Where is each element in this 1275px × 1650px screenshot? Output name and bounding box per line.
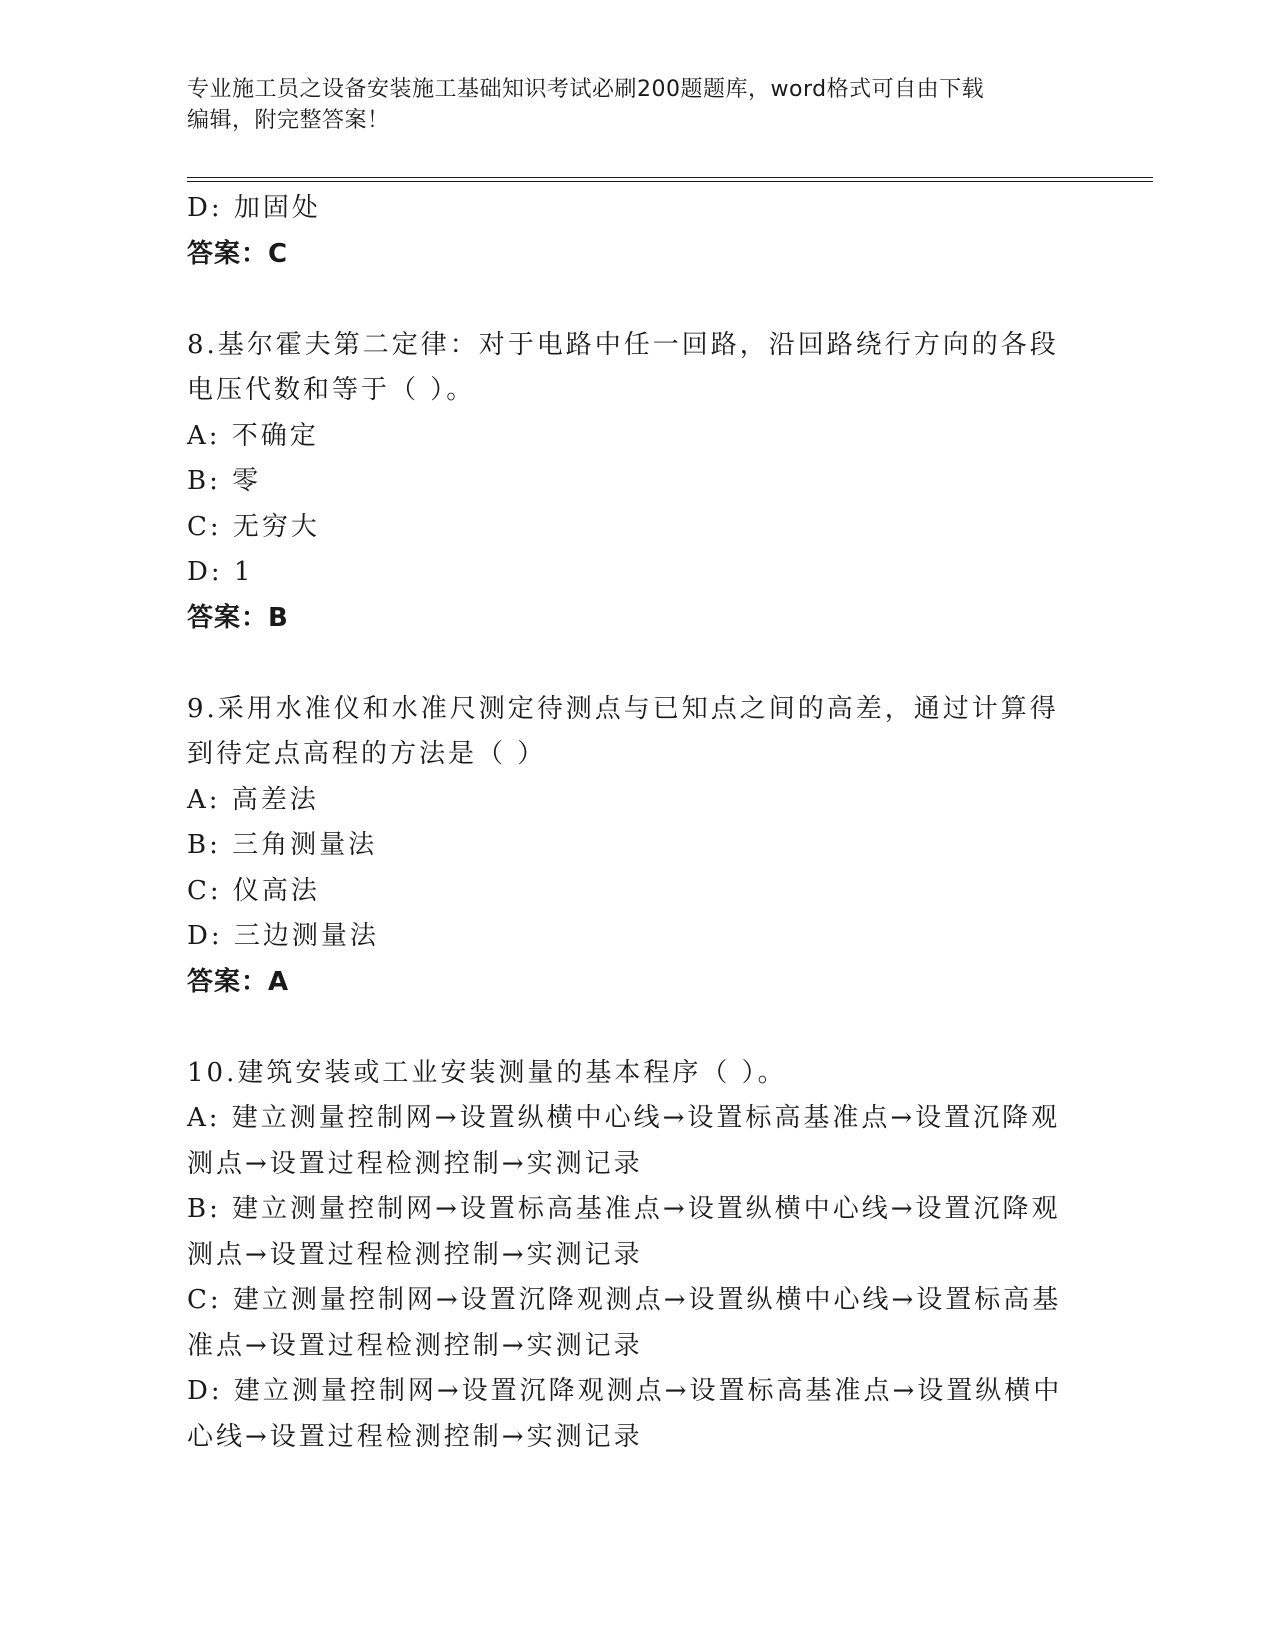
q9-stem-line-2: 到待定点高程的方法是（ ） [187,739,547,769]
q10-option-a-line-1: A: 建立测量控制网→设置纵横中心线→设置标高基准点→设置沉降观 [187,1103,1061,1133]
q8-option-c: C: 无穷大 [187,511,320,542]
q7-answer: 答案：C [187,238,289,269]
spacer [187,641,1087,687]
q9-stem-line-1: 9.采用水准仪和水准尺测定待测点与已知点之间的高差，通过计算得 [187,693,1059,724]
q8-stem-line-2: 电压代数和等于（ ）。 [187,375,476,405]
q7-option-d: D: 加固处 [187,193,321,223]
q10-option-c-line-1: C: 建立测量控制网→设置沉降观测点→设置纵横中心线→设置标高基 [187,1285,1062,1315]
q10-option-a-line-2: 测点→设置过程检测控制→实测记录 [187,1148,643,1179]
q10-option-d-line-2: 心线→设置过程检测控制→实测记录 [187,1421,643,1452]
spacer [187,1005,1087,1051]
header-line-2: 编辑，附完整答案！ [187,108,390,133]
question-9 [187,687,1087,1006]
q8-answer: 答案：B [187,602,289,633]
spacer [187,277,1087,323]
document-body [187,186,1087,1460]
q9-option-a: A: 高差法 [187,784,319,815]
q9-answer: 答案：A [187,966,290,997]
q10-option-b-line-1: B: 建立测量控制网→设置标高基准点→设置纵横中心线→设置沉降观 [187,1194,1061,1224]
q9-option-c: C: 仪高法 [187,875,320,906]
question-7-tail [187,186,1087,277]
page-header [187,74,1067,136]
q8-stem-line-1: 8.基尔霍夫第二定律：对于电路中任一回路，沿回路绕行方向的各段 [187,329,1059,360]
q8-option-b: B: 零 [187,466,262,496]
q8-option-d: D: 1 [187,557,254,587]
header-divider [187,177,1153,182]
question-10 [187,1051,1087,1461]
q8-option-a: A: 不确定 [187,420,319,451]
question-8 [187,323,1087,642]
q9-option-b: B: 三角测量法 [187,830,378,860]
q10-option-c-line-2: 准点→设置过程检测控制→实测记录 [187,1330,643,1361]
header-line-1: 专业施工员之设备安装施工基础知识考试必刷200题题库，word格式可自由下载 [187,77,985,102]
q9-option-d: D: 三边测量法 [187,921,379,951]
q10-option-d-line-1: D: 建立测量控制网→设置沉降观测点→设置标高基准点→设置纵横中 [187,1376,1063,1406]
q10-stem-line-1: 10.建筑安装或工业安装测量的基本程序（ ）。 [187,1057,787,1088]
q10-option-b-line-2: 测点→设置过程检测控制→实测记录 [187,1239,643,1270]
